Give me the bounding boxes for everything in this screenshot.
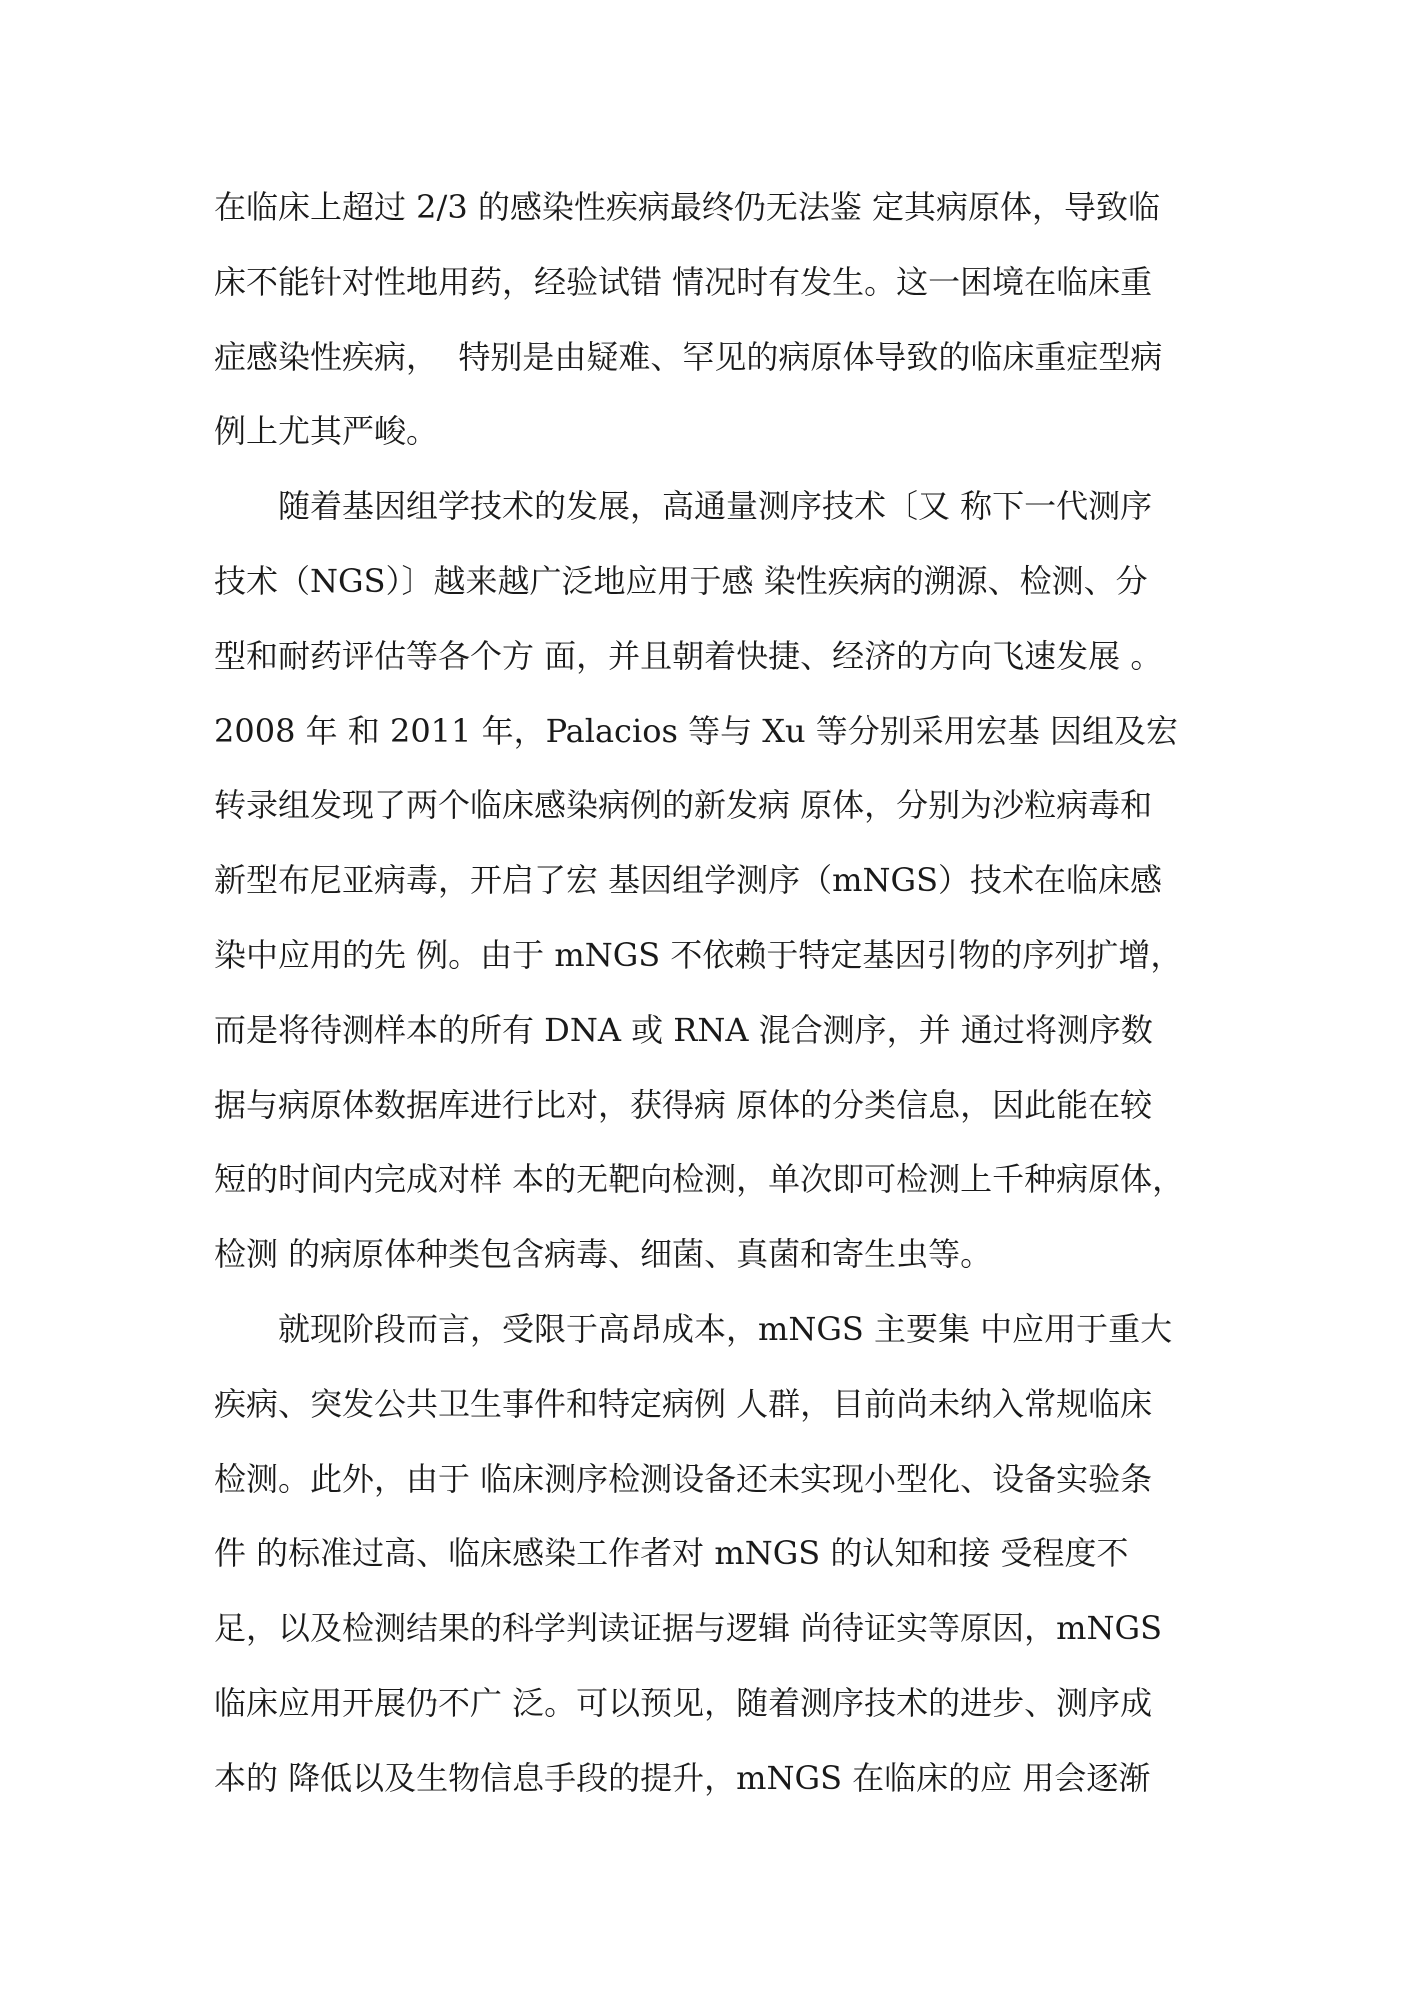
text-line: 检测 的病原体种类包含病毒、细菌、真菌和寄生虫等。 [214, 1235, 993, 1273]
text-line: 新型布尼亚病毒，开启了宏 基因组学测序（mNGS）技术在临床感 [214, 861, 1163, 899]
text-line: 据与病原体数据库进行比对，获得病 原体的分类信息，因此能在较 [214, 1086, 1153, 1124]
text-line: 转录组发现了两个临床感染病例的新发病 原体，分别为沙粒病毒和 [214, 786, 1153, 824]
text-line: 症感染性疾病， 特别是由疑难、罕见的病原体导致的临床重症型病 [214, 338, 1163, 376]
text-line: 而是将待测样本的所有 DNA 或 RNA 混合测序，并 通过将测序数 [214, 1011, 1153, 1049]
text-line: 随着基因组学技术的发展，高通量测序技术〔又 称下一代测序 [278, 487, 1153, 525]
text-line: 在临床上超过 2/3 的感染性疾病最终仍无法鉴 定其病原体，导致临 [214, 188, 1161, 226]
text-line: 本的 降低以及生物信息手段的提升，mNGS 在临床的应 用会逐渐 [214, 1759, 1151, 1797]
text-line: 床不能针对性地用药，经验试错 情况时有发生。这一困境在临床重 [214, 263, 1153, 301]
text-line: 染中应用的先 例。由于 mNGS 不依赖于特定基因引物的序列扩增， [214, 936, 1183, 974]
text-line: 例上尤其严峻。 [214, 412, 439, 450]
text-line: 件 的标准过高、临床感染工作者对 mNGS 的认知和接 受程度不 [214, 1534, 1129, 1572]
text-line: 足，以及检测结果的科学判读证据与逻辑 尚待证实等原因，mNGS [214, 1609, 1163, 1647]
text-line: 检测。此外，由于 临床测序检测设备还未实现小型化、设备实验条 [214, 1460, 1153, 1498]
text-line: 疾病、突发公共卫生事件和特定病例 人群，目前尚未纳入常规临床 [214, 1385, 1153, 1423]
text-line: 技术（NGS）〕越来越广泛地应用于感 染性疾病的溯源、检测、分 [214, 562, 1148, 600]
text-line: 2008 年 和 2011 年，Palacios 等与 Xu 等分别采用宏基 因组及宏 [214, 712, 1178, 750]
text-line: 就现阶段而言，受限于高昂成本，mNGS 主要集 中应用于重大 [278, 1310, 1173, 1348]
text-line: 型和耐药评估等各个方 面，并且朝着快捷、经济的方向飞速发展 。 [214, 637, 1163, 675]
text-line: 短的时间内完成对样 本的无靶向检测，单次即可检测上千种病原体， [214, 1160, 1185, 1198]
text-line: 临床应用开展仍不广 泛。可以预见，随着测序技术的进步、测序成 [214, 1684, 1153, 1722]
